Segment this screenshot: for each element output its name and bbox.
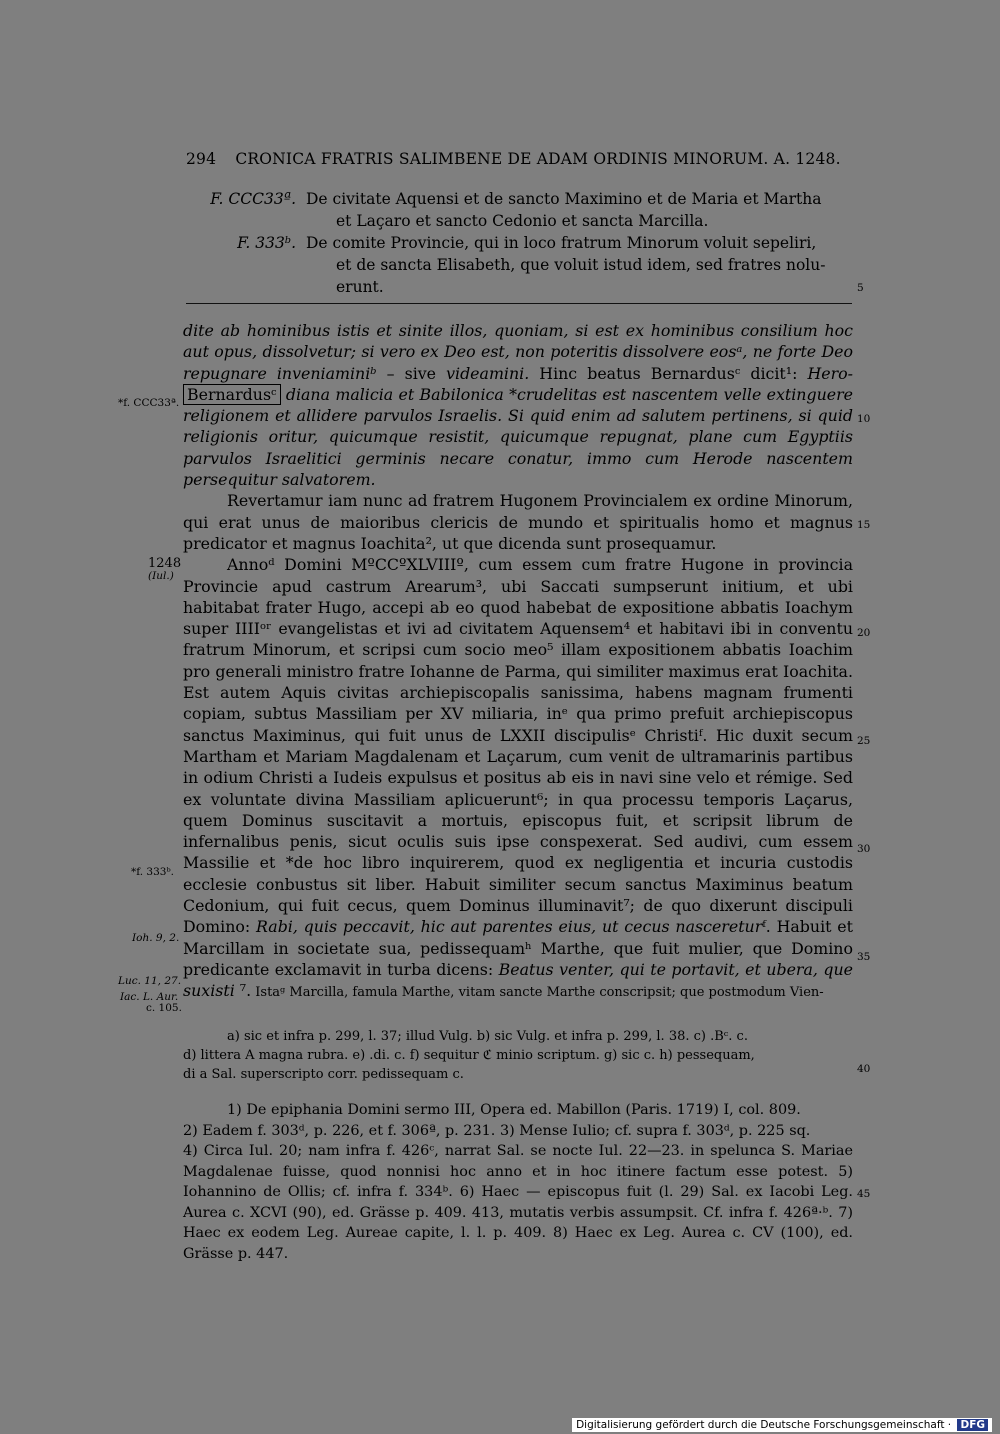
line-number: 20 bbox=[857, 627, 871, 639]
boxed-name: Bernardusᶜ bbox=[183, 384, 281, 405]
line-number: 40 bbox=[857, 1063, 871, 1075]
summary-continuation: erunt. bbox=[336, 278, 384, 296]
summary-entry bbox=[186, 232, 856, 254]
margin-citation: Ioh. 9, 2. bbox=[132, 932, 180, 944]
page-number: 294 bbox=[186, 150, 217, 168]
apparatus-line: a) sic et infra p. 299, l. 37; illud Vulg. b) sic Vulg. et infra p. 299, l. 38. c) .Bᶜ. c. bbox=[227, 1029, 748, 1044]
margin-month: (Iul.) bbox=[148, 570, 174, 582]
summary-text: De comite Provincie, qui in loco fratrum Minorum voluit sepeliri, bbox=[306, 234, 817, 252]
line-number: 25 bbox=[857, 735, 871, 747]
summary-text: De civitate Aquensi et de sancto Maximino et de Maria et Martha bbox=[306, 190, 822, 208]
line-number: 15 bbox=[857, 519, 871, 531]
critical-apparatus bbox=[183, 1027, 853, 1084]
paragraph: Revertamur iam nunc ad fratrem Hugonem Provincialem ex ordine Minorum, qui erat unus de maioribus clericis de mundo et spiritualis homo et magnus predicator et magnus Ioachita², ut que dicenda sunt prosequamur. bbox=[183, 491, 853, 553]
funding-text: Digitalisierung gefördert durch die Deutsche Forschungsgemeinschaft · bbox=[576, 1419, 952, 1431]
chapter-summary bbox=[186, 188, 856, 298]
margin-citation: Iac. L. Aur. bbox=[120, 991, 179, 1003]
folio-reference: F. 333ᵇ. bbox=[237, 234, 296, 252]
summary-continuation: et de sancta Elisabeth, que voluit istud idem, sed fratres nolu- bbox=[336, 256, 826, 274]
margin-folio-note: *f. 333ᵇ. bbox=[131, 866, 175, 878]
footnote: 4) Circa Iul. 20; nam infra f. 426ᶜ, narrat Sal. se nocte Iul. 22—23. in spelunca S. Mariae Magdalenae fuisse, quod nonnisi hoc anno et in hoc itinere factum esse potest. 5) Iohannino de Ollis; cf. infra f. 334ᵇ. 6) Haec — episcopus fuit (l. 29) Sal. ex Iacobi Leg. Aurea c. XCVI (90), ed. Grässe p. 409. 413, mutatis verbis assumpsit. Cf. infra f. 426ª·ᵇ. 7) Haec ex eodem Leg. Aureae capite, l. l. p. 409. 8) Haec ex Leg. Aurea c. CV (100), ed. Grässe p. 447. bbox=[183, 1143, 853, 1262]
line-number: 35 bbox=[857, 951, 871, 963]
funding-footer bbox=[572, 1418, 992, 1432]
margin-year: 1248 bbox=[148, 556, 182, 571]
section-divider bbox=[186, 303, 852, 304]
apparatus-line: d) littera A magna rubra. e) .di. c. f) sequitur ℭ minio scriptum. g) sic c. h) pessequam, bbox=[183, 1048, 755, 1063]
margin-citation: Luc. 11, 27. bbox=[118, 975, 182, 987]
line-number: 30 bbox=[857, 843, 871, 855]
paragraph: Annoᵈ Domini MºCCºXLVIIIº, cum essem cum fratre Hugone in provincia Provincie apud castrum Arearum³, ubi Saccati sumpserunt initium, et ubi habitabat frater Hugo, accepi ab eo quod habebat de expositione abbatis Ioachym super IIIIᵒʳ evangelistas et ivi ad civitatem Aquensem⁴ et habitavi ibi in conventu fratrum Minorum, et scripsi cum socio meo⁵ illam expositionem abbatis Ioachim pro generali ministro fratre Iohanne de Parma, qui similiter maximus erat Ioachita. Est autem Aquis civitas archiepiscopalis sanissima, habens magnam frumenti copiam, subtus Massiliam per XV miliaria, inᵉ qua primo prefuit archiepiscopus sanctus Maximinus, qui fuit unus de LXXII discipulisᵉ Christiᶠ. Hic duxit secum Martham et Mariam Magdalenam et Laçarum, cum venit de ultramarinis partibus in odium Christi a Iudeis expulsus et positus ab eis in navi sine velo et rémige. Sed ex voluntate divina Massiliam aplicuerunt⁶; in qua processu temporis Laçarus, quem Dominus suscitavit a mortuis, episcopus fuit, et scripsit librum de infernalibus penis, sicut oculis suis ipse conspexerat. Sed audivi, cum essem Massilie et *de hoc libro inquirerem, quod ex negligentia et incuria custodis ecclesie conbustus sit liber. Habuit similiter secum sanctus Maximinus beatum Cedonium, qui fuit cecus, quem Dominus illuminavit⁷; de quo dixerunt discipuli Domino: Rabi, quis peccavit, hic aut parentes eius, ut cecus nascereturᶠ. Habuit et Marcillam in societate sua, pedissequamʰ Marthe, que fuit mulier, que Domino predicante exclamavit in turba dicens: Beatus venter, qui te portavit, et ubera, que suxisti ⁷. Istaᵍ Marcilla, famula Marthe, vitam sancte Marthe conscripsit; que postmodum Vien- bbox=[183, 555, 853, 1001]
summary-continuation: et Laçaro et sancto Cedonio et sancta Marcilla. bbox=[336, 212, 709, 230]
footnotes bbox=[183, 1100, 853, 1264]
summary-entry bbox=[186, 188, 856, 210]
header-year: A. 1248. bbox=[773, 150, 841, 168]
running-title: CRONICA FRATRIS SALIMBENE DE ADAM ORDINIS MINORUM. bbox=[235, 150, 769, 168]
main-text bbox=[183, 320, 853, 1004]
paragraph: dite ab hominibus istis et sinite illos, quoniam, si est ex hominibus consilium hoc aut opus, dissolvetur; si vero ex Deo est, non poteritis dissolvere eosᵃ, ne forte Deo repugnare inveniaminiᵇ – sive videamini. Hinc beatus Bernardusᶜ dicit¹: Hero- Bernardusᶜ diana malicia et Babilonica *crudelitas est nascentem velle extinguere religionem et allidere parvulos Israelis. Si quid enim ad salutem pertinens, si quid religionis oritur, quicumque resistit, quicumque repugnat, plane cum Egyptiis parvulos Israelitici germinis necare conatur, immo cum Herode nascentem persequitur salvatorem. bbox=[183, 321, 853, 490]
line-number: 10 bbox=[857, 413, 871, 425]
running-header bbox=[186, 150, 841, 168]
footnote: 1) De epiphania Domini sermo III, Opera ed. Mabillon (Paris. 1719) I, col. 809. bbox=[227, 1102, 801, 1118]
dfg-logo: DFG bbox=[957, 1419, 988, 1431]
apparatus-line: di a Sal. superscripto corr. pedissequam c. bbox=[183, 1067, 464, 1082]
margin-folio-note: *f. CCC33ª. bbox=[118, 397, 180, 409]
footnote: 2) Eadem f. 303ᵈ, p. 226, et f. 306ª, p. 231. 3) Mense Iulio; cf. supra f. 303ᵈ, p. 225 sq. bbox=[183, 1122, 811, 1139]
folio-reference: F. CCC33ª. bbox=[210, 190, 296, 208]
margin-citation: c. 105. bbox=[146, 1002, 182, 1014]
line-number: 45 bbox=[857, 1188, 871, 1200]
line-number: 5 bbox=[857, 282, 864, 294]
